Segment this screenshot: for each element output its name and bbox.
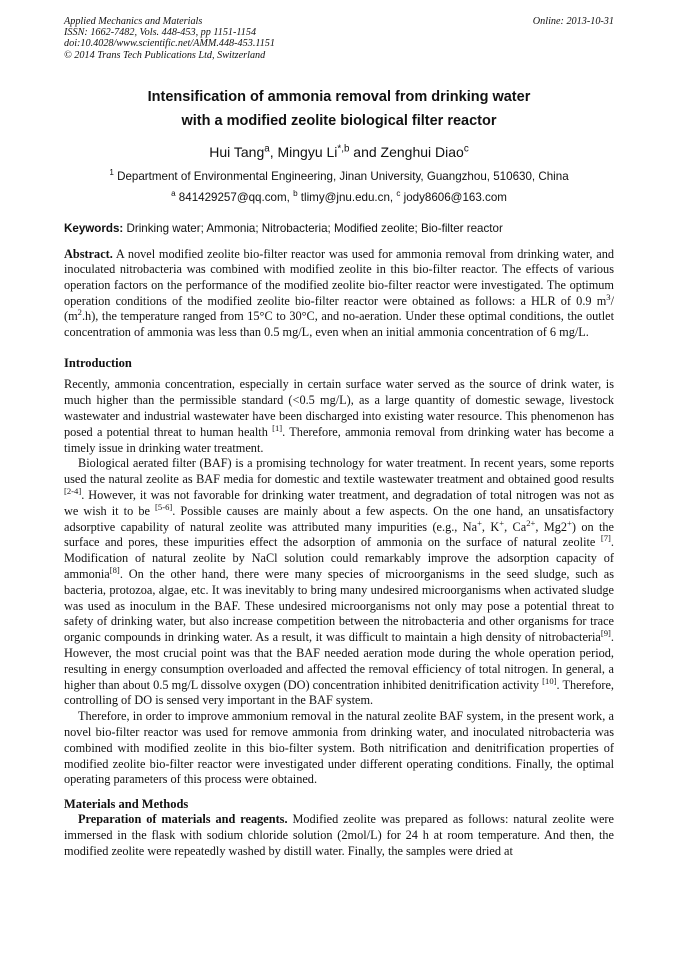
email-c: jody8606@163.com	[400, 190, 507, 204]
methods-subheading: Preparation of materials and reagents.	[78, 812, 288, 827]
charge-sup: +	[477, 517, 482, 528]
author-sep-1: ,	[269, 143, 278, 160]
journal-name: Applied Mechanics and Materials	[64, 16, 203, 27]
doi-line: doi:10.4028/www.scientific.net/AMM.448-453.1151	[64, 38, 275, 50]
affiliation-sup: 1	[109, 167, 114, 177]
email-a: 841429257@qq.com,	[175, 190, 294, 204]
abstract-label: Abstract.	[64, 246, 113, 261]
citation: [8]	[109, 564, 120, 575]
intro-text: Biological aerated filter (BAF) is a promising technology for water treatment. In recent years, some reports used the natural zeolite as BAF media for domestic and textile wastewater treatment and obtained good results	[64, 456, 614, 487]
intro-paragraph-1	[64, 377, 614, 456]
abstract-text: A novel modified zeolite bio-filter reactor was used for ammonia removal from drinking water, and inoculated nitrobacteria was combined with modified zeolite in this bio-filter reactor. The effects of various operation factors on the performance of the modified zeolite bio-filter reactor were investigated. The optimum operation conditions of the modified zeolite bio-filter reactor were obtained as follows: a HLR of 0.9 m	[64, 246, 614, 308]
copyright-line: © 2014 Trans Tech Publications Ltd, Switzerland	[64, 49, 266, 61]
author-2-sup: *,b	[337, 143, 350, 155]
intro-paragraph-2	[64, 456, 614, 709]
paper-page	[64, 16, 614, 859]
intro-text: . Therefore, ammonia removal from drinking water has become a timely issue in drinking water treatment.	[64, 424, 614, 455]
affiliation-text: Department of Environmental Engineering, Jinan University, Guangzhou, 510630, China	[113, 169, 569, 183]
methods-paragraph-1	[64, 812, 614, 859]
intro-text: . Possible causes are mainly about a few aspects. On the one hand, an unsatisfactory adsorptive capability of natural zeolite was attributed many impurities (e.g., Na	[64, 503, 614, 534]
author-emails	[64, 190, 614, 205]
intro-text: . However, the most crucial point was that the BAF needed aeration mode during the whole operation period, resulting in energy consumption overloaded and affected the removal efficiency of total nitrogen. In general, a higher than about 0.5 mg/L dissolve oxygen (DO) concentration inhibited denitrification activity	[64, 630, 614, 692]
online-date: Online: 2013-10-31	[532, 16, 614, 27]
author-1-sup: a	[264, 143, 270, 155]
author-1: Hui Tang	[209, 143, 265, 160]
keywords	[64, 221, 614, 236]
methods-text: Modified zeolite was prepared as follows: natural zeolite were immersed in the flask with sodium chloride solution (2mol/L) for 24 h at room temperature. And then, the modified zeolite were repeatedly washed by distill water. Finally, the samples were dried at	[64, 812, 614, 858]
author-list	[64, 143, 614, 161]
intro-text: . However, it was not favorable for drinking water treatment, and degradation of total nitrogen was not as we wish it to be	[64, 487, 614, 518]
intro-text: . On the other hand, there were many species of microorganisms in the seed sludge, such as bacteria, protozoa, algae, etc. It was inevitably to bring many undesired microorganisms when activated sludge was used as inoculum in the BAF. These undesired microorganisms not only may pose a potential threat to safety of drinking water, but also increase competition between the nitrobacteria and other organisms for trace organic compounds in drinking water. As a result, it was difficult to maintain a high density of nitrobacteria	[64, 566, 614, 645]
title-line-1: Intensification of ammonia removal from drinking water	[147, 88, 531, 105]
citation: [2-4]	[64, 485, 82, 496]
intro-text: , Ca	[504, 519, 527, 534]
author-sep-2: and	[349, 143, 381, 160]
abstract-text: .h), the temperature ranged from 15°C to 30°C, and no-aeration. Under these optimal conditions, the outlet concentration of ammonia was less than 0.5 mg/L, even when an initial ammonia concentration of 6 mg/L.	[64, 309, 614, 339]
intro-text: . Modification of natural zeolite by NaCl solution could remarkably improve the adsorption capacity of ammonia	[64, 535, 614, 581]
abstract	[64, 247, 614, 341]
abstract-sup: 2	[77, 307, 82, 318]
citation: [1]	[272, 422, 283, 433]
keywords-text: Drinking water; Ammonia; Nitrobacteria; Modified zeolite; Bio-filter reactor	[123, 221, 503, 235]
author-3-sup: c	[463, 143, 469, 155]
citation: [9]	[600, 628, 611, 639]
intro-paragraph-3: Therefore, in order to improve ammonium removal in the natural zeolite BAF system, in the present work, a novel bio-filter reactor was used for remove ammonia from drinking water, and inoculated nitrobacteria was combined with modified zeolite in this bio-filter system. Both nitrification and denitrification properties of modified zeolite bio-filter reactor were investigated under different operating conditions. Finally, the optimal operating parameters of this process were obtained.	[64, 709, 614, 787]
paper-title	[64, 85, 614, 133]
intro-text: , K	[481, 519, 500, 534]
email-b-sup: b	[293, 188, 298, 198]
email-c-sup: c	[396, 188, 401, 198]
methods-heading: Materials and Methods	[64, 797, 189, 812]
keywords-label: Keywords:	[64, 221, 124, 235]
intro-text: , Mg2	[535, 519, 568, 534]
journal-header	[64, 16, 614, 61]
intro-text: . Therefore, controlling of DO is sensed very important in the BAF system.	[64, 677, 614, 708]
issn-line: ISSN: 1662-7482, Vols. 448-453, pp 1151-1154	[64, 27, 257, 39]
citation: [7]	[600, 533, 611, 544]
author-3: Zenghui Diao	[380, 143, 464, 160]
email-b: tlimy@jnu.edu.cn,	[297, 190, 397, 204]
intro-text: Recently, ammonia concentration, especially in certain surface water served as the source of drink water, is much higher than the permissible standard (<0.5 mg/L), as a large quantity of domestic sewage, livestock wastewater and industrial wastewater have been discharged into existing water resource. This phenomenon has posed a potential threat to human health	[64, 377, 614, 439]
charge-sup: +	[499, 517, 505, 528]
citation: [10]	[542, 675, 557, 686]
citation: [5-6]	[155, 501, 173, 512]
title-line-2: with a modified zeolite biological filter reactor	[181, 112, 497, 129]
abstract-text: / (m	[64, 293, 614, 324]
affiliation	[64, 169, 614, 184]
intro-text: ) on the surface and pores, these impurities effect the adsorption of ammonia on the surface of natural zeolite	[64, 519, 614, 550]
abstract-sup: 3	[606, 291, 611, 302]
charge-sup: 2+	[526, 517, 536, 528]
author-2: Mingyu Li	[277, 143, 338, 160]
charge-sup: +	[567, 517, 572, 528]
introduction-heading: Introduction	[64, 356, 132, 371]
email-a-sup: a	[171, 188, 176, 198]
